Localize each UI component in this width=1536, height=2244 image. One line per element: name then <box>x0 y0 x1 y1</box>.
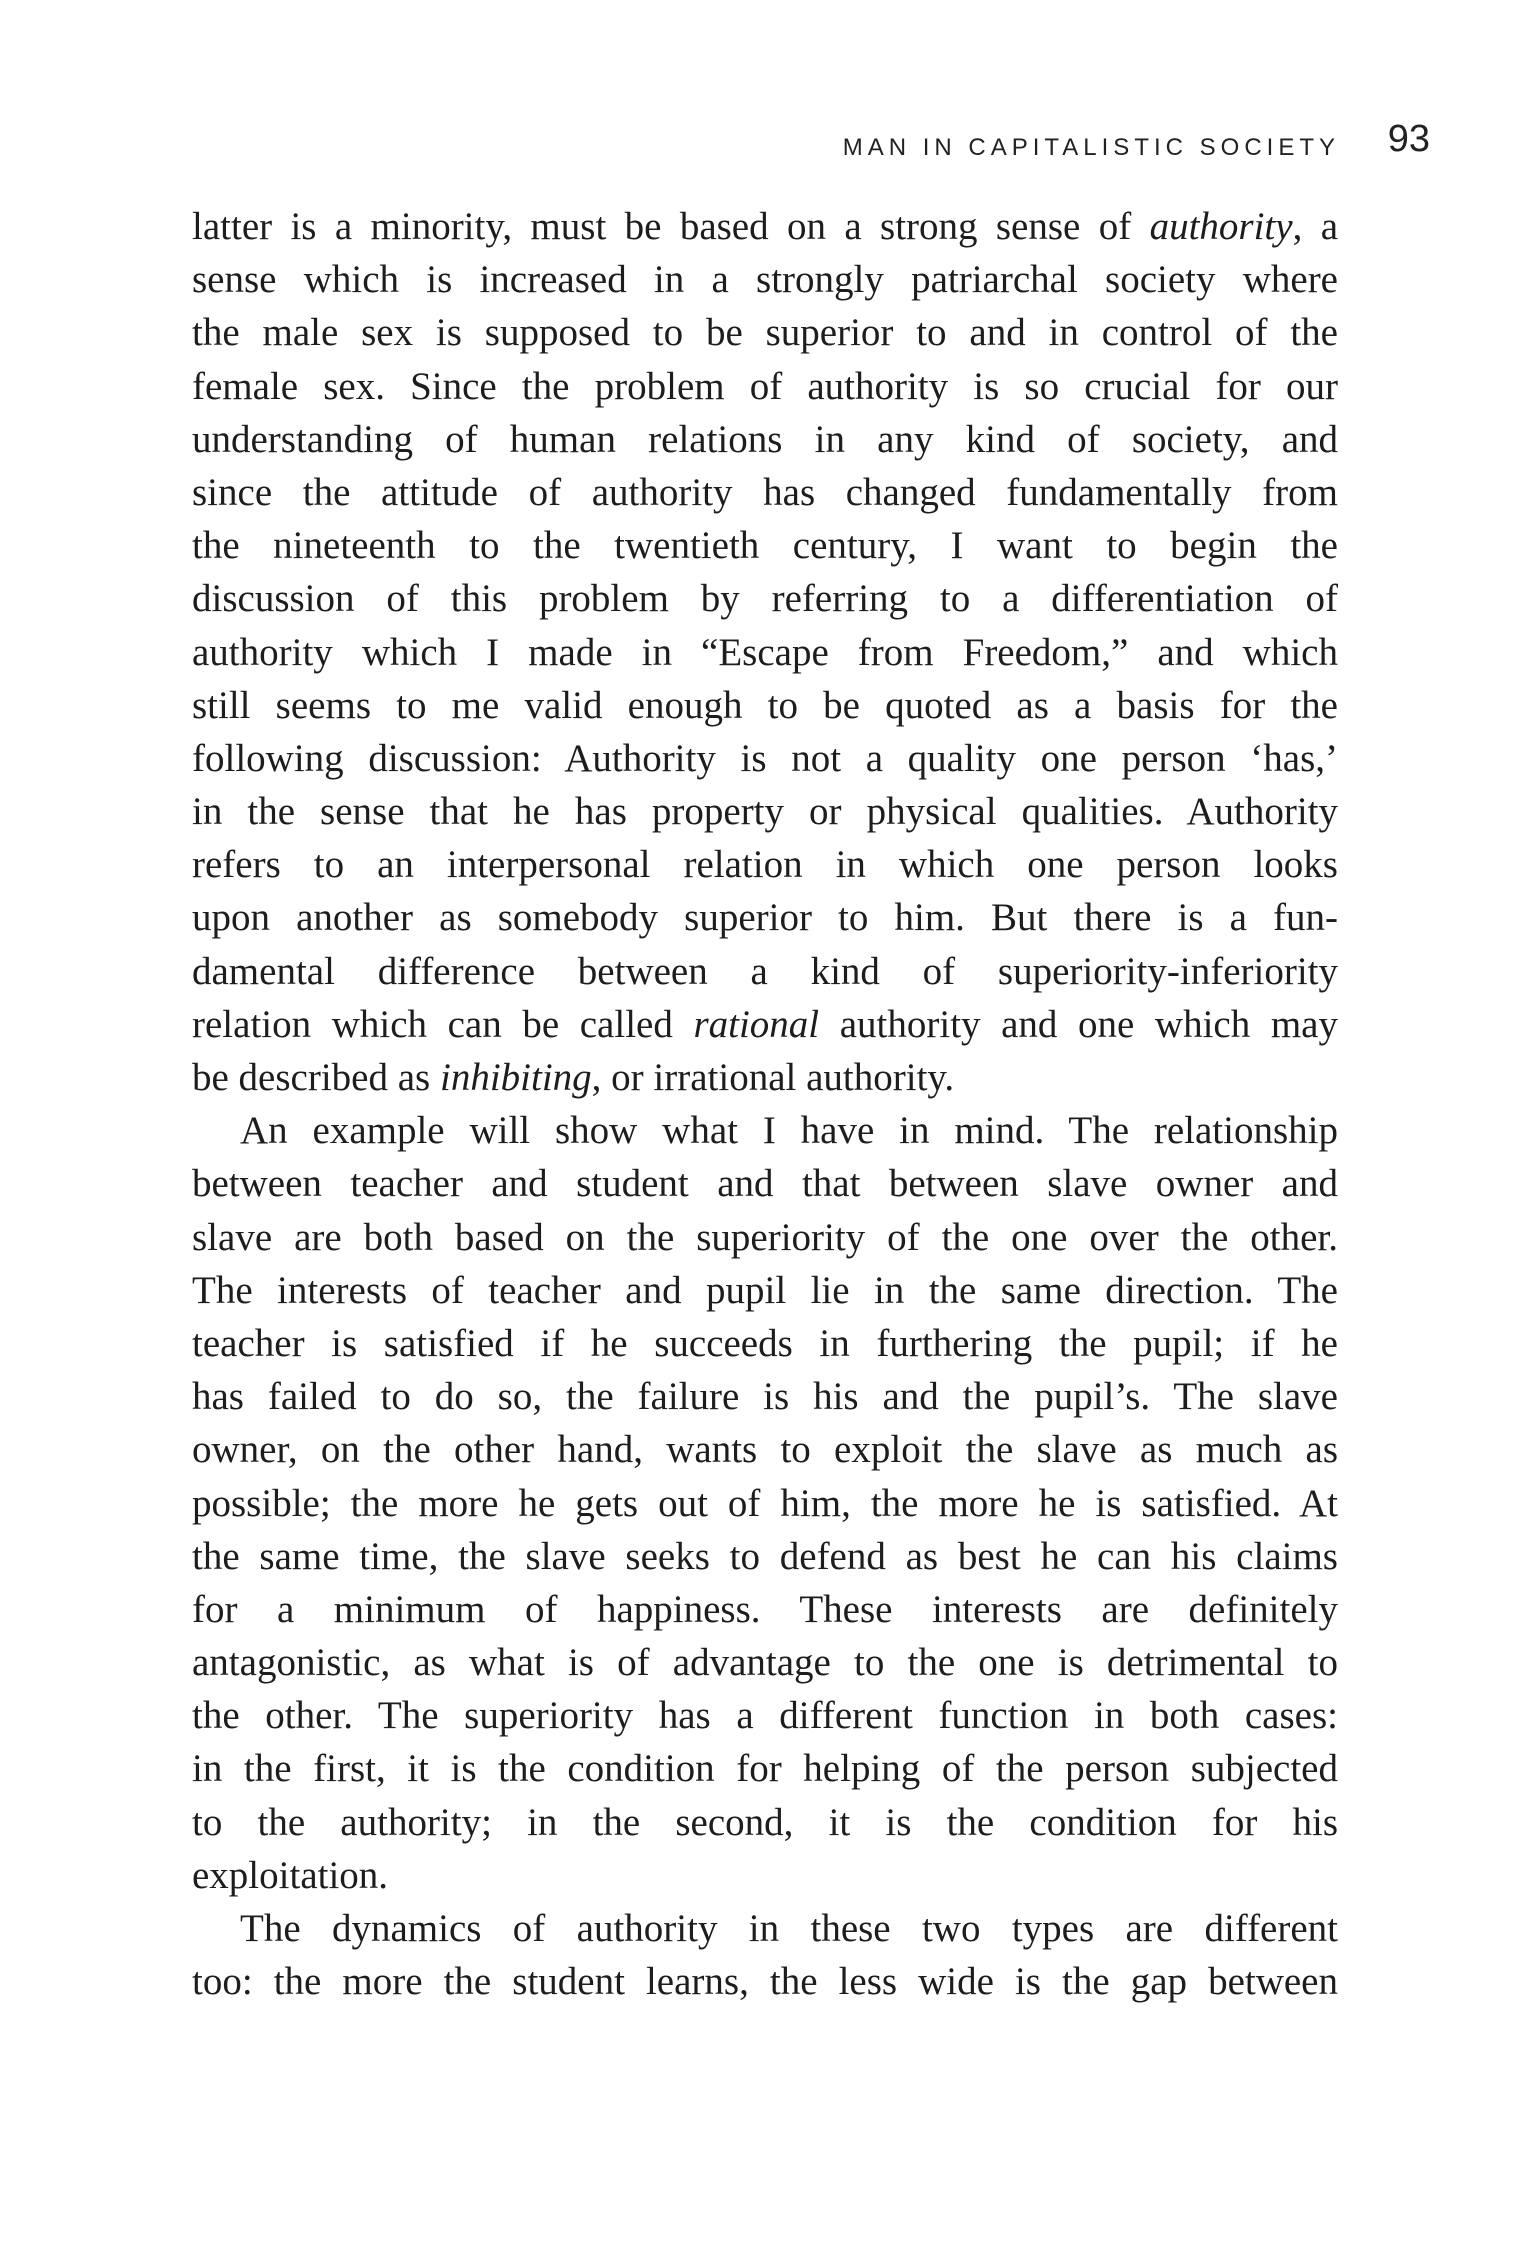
text-line: damental difference between a kind of superiority-inferiority <box>192 949 1338 993</box>
text-line: the male sex is supposed to be superior to and in control of the <box>192 311 1338 355</box>
text-line: female sex. Since the problem of authority is so crucial for our <box>192 364 1338 408</box>
text-line: the nineteenth to the twentieth century, I want to begin the <box>192 524 1338 568</box>
body-text <box>192 200 1338 2008</box>
paragraph-2 <box>192 1104 1338 1902</box>
text-line: understanding of human relations in any kind of society, and <box>192 417 1338 461</box>
text-line: latter is a minority, must be based on a strong sense of authority, a <box>192 205 1338 248</box>
text-line: in the first, it is the condition for helping of the person subjected <box>192 1747 1338 1791</box>
text-line: authority which I made in “Escape from Freedom,” and which <box>192 630 1338 674</box>
text-line: possible; the more he gets out of him, the more he is satisfied. At <box>192 1481 1338 1525</box>
text-line: slave are both based on the superiority of the one over the other. <box>192 1215 1338 1259</box>
text-line: in the sense that he has property or physical qualities. Authority <box>192 790 1338 834</box>
text-line: still seems to me valid enough to be quoted as a basis for the <box>192 683 1338 727</box>
text-line: relation which can be called rational authority and one which may <box>192 1002 1338 1046</box>
text-line: since the attitude of authority has changed fundamentally from <box>192 470 1338 514</box>
page-header <box>190 118 1430 178</box>
page-number: 93 <box>1387 118 1430 160</box>
emphasis: authority <box>1149 205 1293 248</box>
text-line: sense which is increased in a strongly patriarchal society where <box>192 258 1338 302</box>
text-line: owner, on the other hand, wants to exploit the slave as much as <box>192 1428 1338 1472</box>
text-line: The interests of teacher and pupil lie in the same direction. The <box>192 1268 1338 1312</box>
text-line: be described as inhibiting, or irrational authority. <box>192 1056 955 1099</box>
text-line: to the authority; in the second, it is the condition for his <box>192 1800 1338 1844</box>
text-line: following discussion: Authority is not a quality one person ‘has,’ <box>192 736 1338 780</box>
text-line: upon another as somebody superior to him. But there is a fun- <box>192 896 1338 940</box>
text-line: for a minimum of happiness. These interests are definitely <box>192 1587 1338 1631</box>
text-line: refers to an interpersonal relation in which one person looks <box>192 843 1338 887</box>
text-line: antagonistic, as what is of advantage to the one is detrimental to <box>192 1641 1338 1685</box>
emphasis: rational <box>693 1002 820 1046</box>
text-line: teacher is satisfied if he succeeds in furthering the pupil; if he <box>192 1321 1338 1365</box>
text-line: has failed to do so, the failure is his and the pupil’s. The slave <box>192 1375 1338 1419</box>
paragraph-3 <box>192 1902 1338 2008</box>
text-line: discussion of this problem by referring to a differentiation of <box>192 577 1338 621</box>
running-head: MAN IN CAPITALISTIC SOCIETY <box>842 134 1340 161</box>
text-line: the same time, the slave seeks to defend as best he can his claims <box>192 1534 1338 1578</box>
paragraph-1 <box>192 200 1338 1104</box>
text-line: the other. The superiority has a different function in both cases: <box>192 1694 1338 1738</box>
text-line: too: the more the student learns, the less wide is the gap between <box>192 1960 1338 2004</box>
text-line: An example will show what I have in mind. The relationship <box>240 1109 1338 1153</box>
text-line: The dynamics of authority in these two types are different <box>240 1907 1338 1950</box>
text-line: exploitation. <box>192 1853 389 1897</box>
emphasis: inhibiting <box>439 1056 592 1099</box>
text-line: between teacher and student and that between slave owner and <box>192 1162 1338 1206</box>
